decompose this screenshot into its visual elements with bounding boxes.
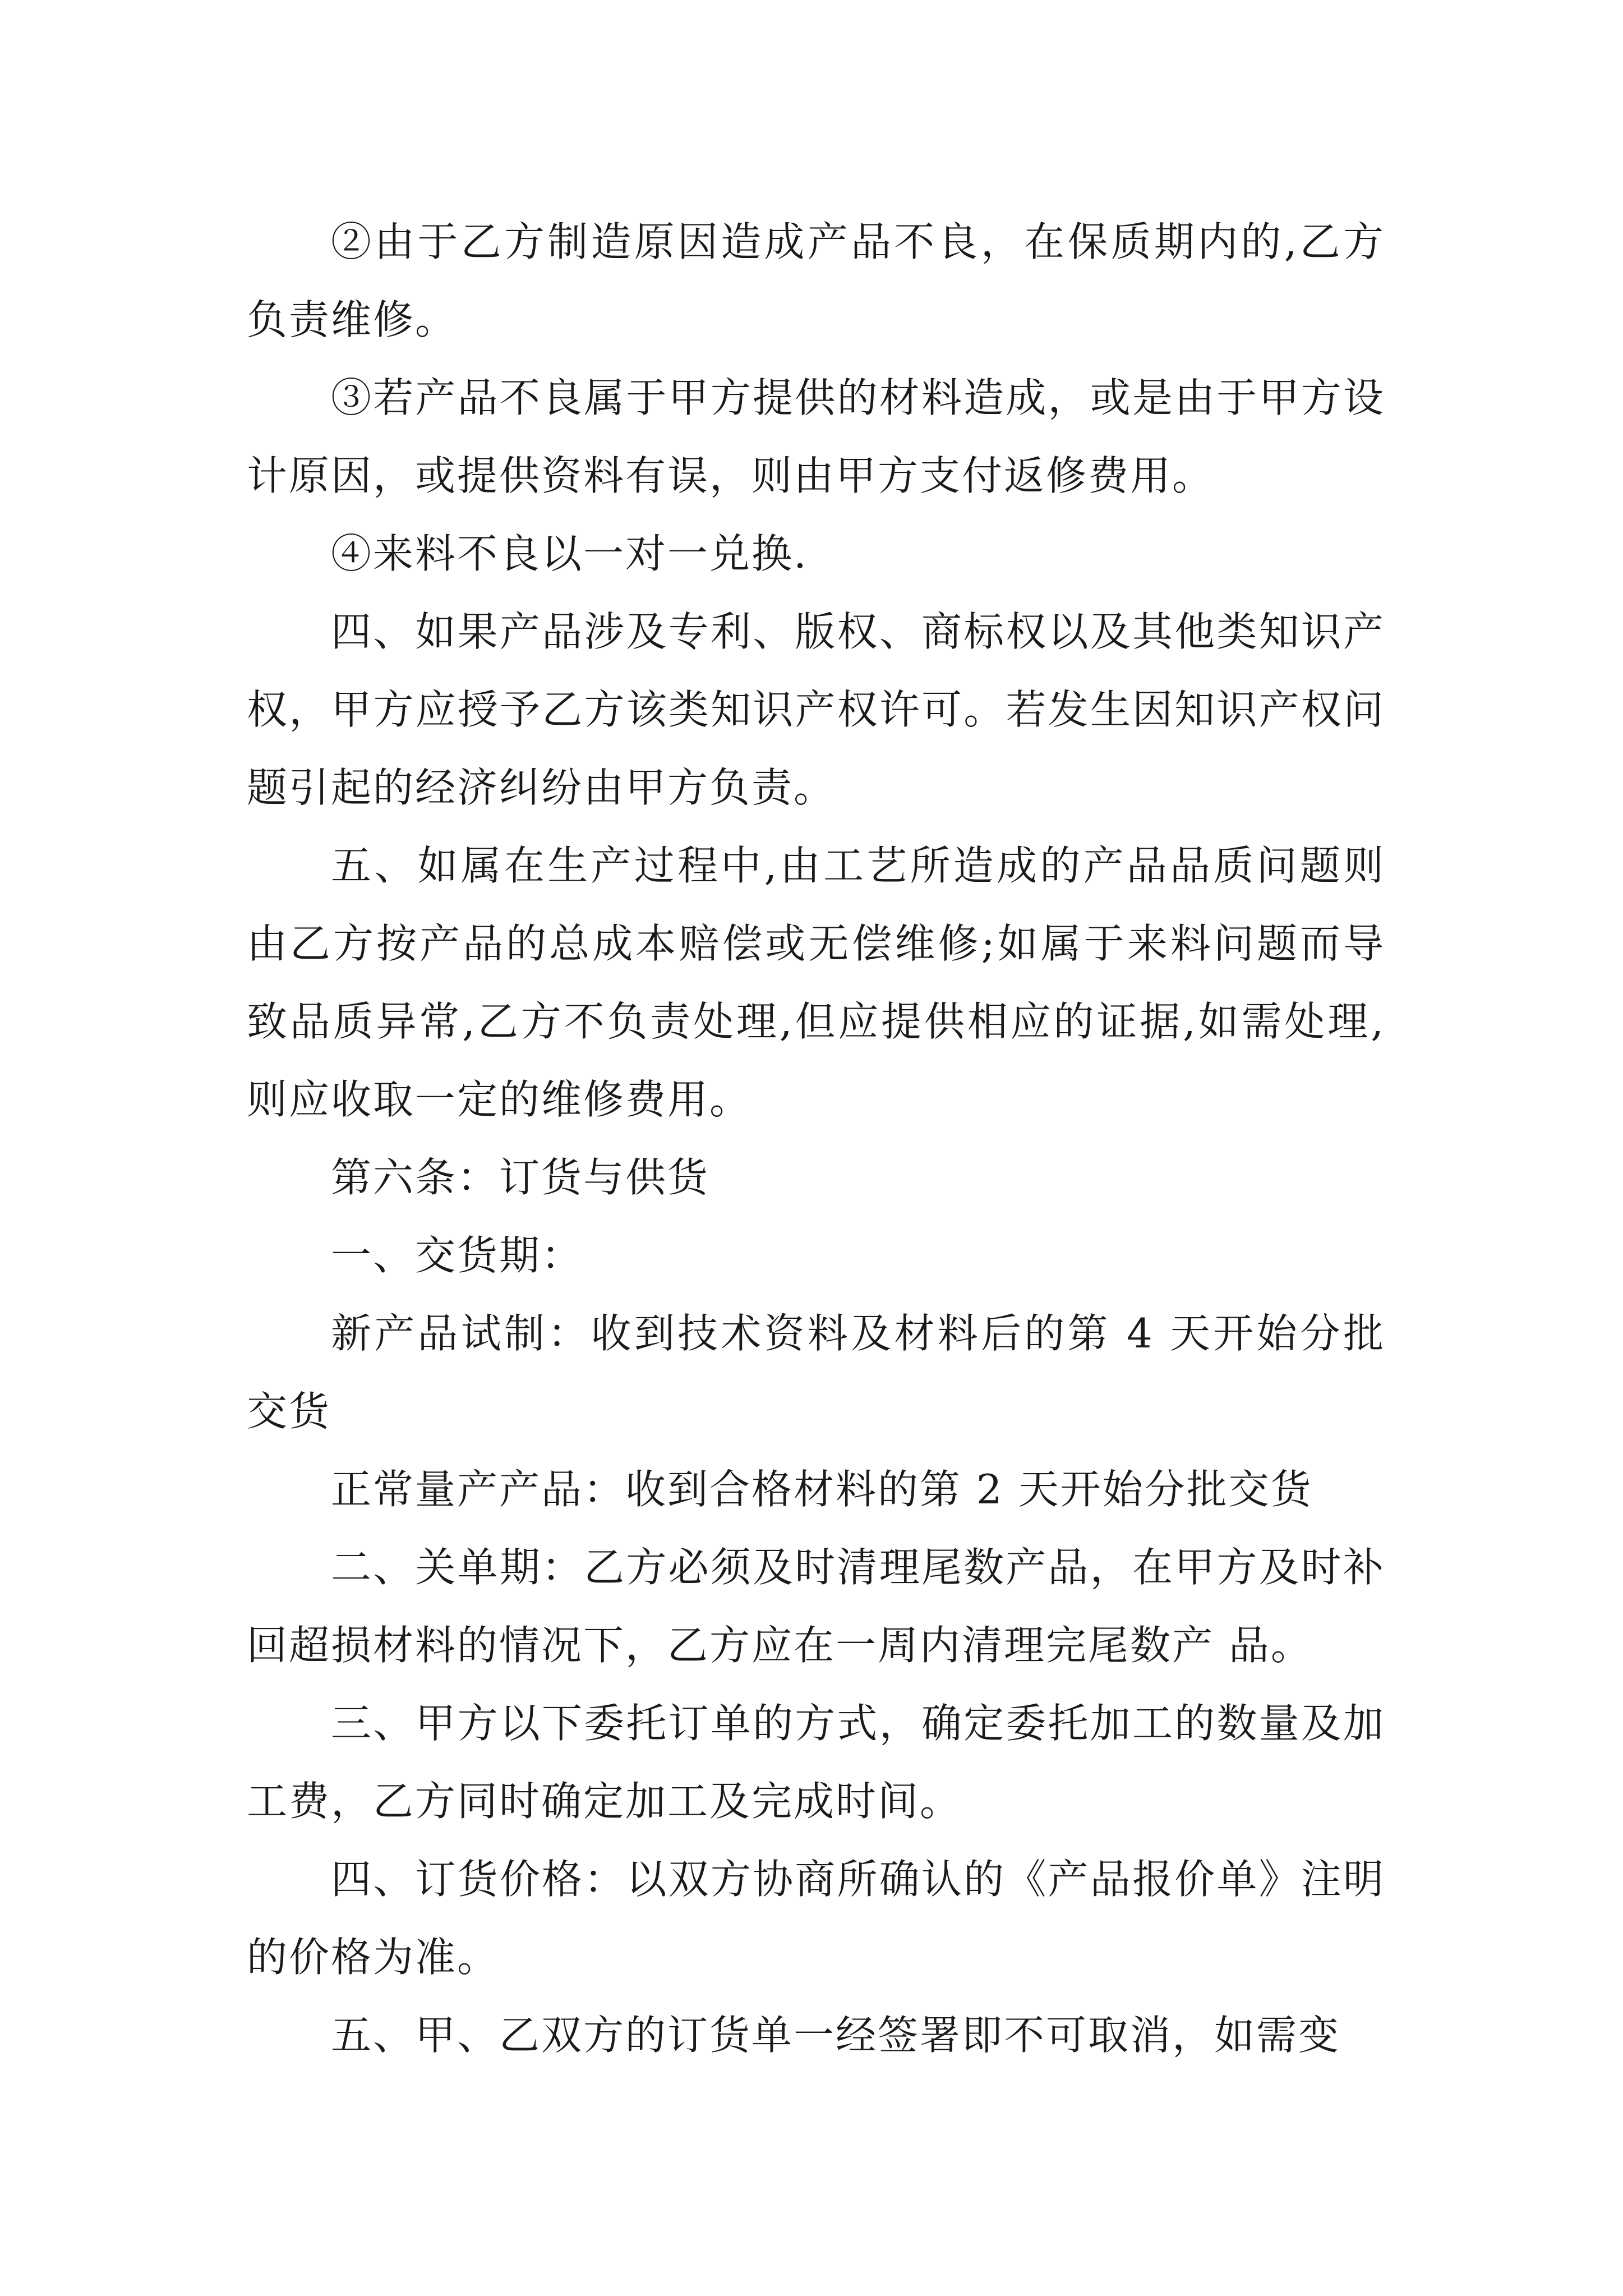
paragraph-intellectual-property: 四、如果产品涉及专利、版权、商标权以及其他类知识产权，甲方应授予乙方该类知识产权许可。若发生因知识产权问题引起的经济纠纷由甲方负责。 [247,608,1385,811]
paragraph-quality-issues: 五、如属在生产过程中,由工艺所造成的产品品质问题则由乙方按产品的总成本赔偿或无偿维修;如属于来料问题而导致品质异常,乙方不负责处理,但应提供相应的证据,如需处理,则应收取一定的维修费用。 [247,842,1385,1123]
paragraph-closing-period: 二、关单期：乙方必须及时清理尾数产品，在甲方及时补回超损材料的情况下，乙方应在一周内清理完尾数产 品。 [247,1544,1385,1669]
paragraph-mass-production: 正常量产产品：收到合格材料的第 2 天开始分批交货 [331,1466,1313,1513]
paragraph-order-cancellation: 五、甲、乙双方的订货单一经签署即不可取消，如需变 [331,2012,1341,2059]
section-heading-article-six: 第六条：订货与供货 [331,1154,710,1201]
paragraph-new-product-trial: 新产品试制：收到技术资料及材料后的第 4 天开始分批交货 [247,1310,1385,1435]
paragraph-delivery-period: 一、交货期： [331,1232,584,1279]
paragraph-order-price: 四、订货价格：以双方协商所确认的《产品报价单》注明的价格为准。 [247,1856,1385,1981]
paragraph-material-defect: ③若产品不良属于甲方提供的材料造成，或是由于甲方设计原因，或提供资料有误，则由甲方支付返修费用。 [247,374,1385,499]
paragraph-warranty-repair: ②由于乙方制造原因造成产品不良，在保质期内的,乙方负责维修。 [247,218,1385,343]
paragraph-incoming-exchange: ④来料不良以一对一兑换. [331,530,808,577]
document-body [247,203,1385,2074]
paragraph-order-method: 三、甲方以下委托订单的方式，确定委托加工的数量及加工费，乙方同时确定加工及完成时间。 [247,1700,1385,1825]
